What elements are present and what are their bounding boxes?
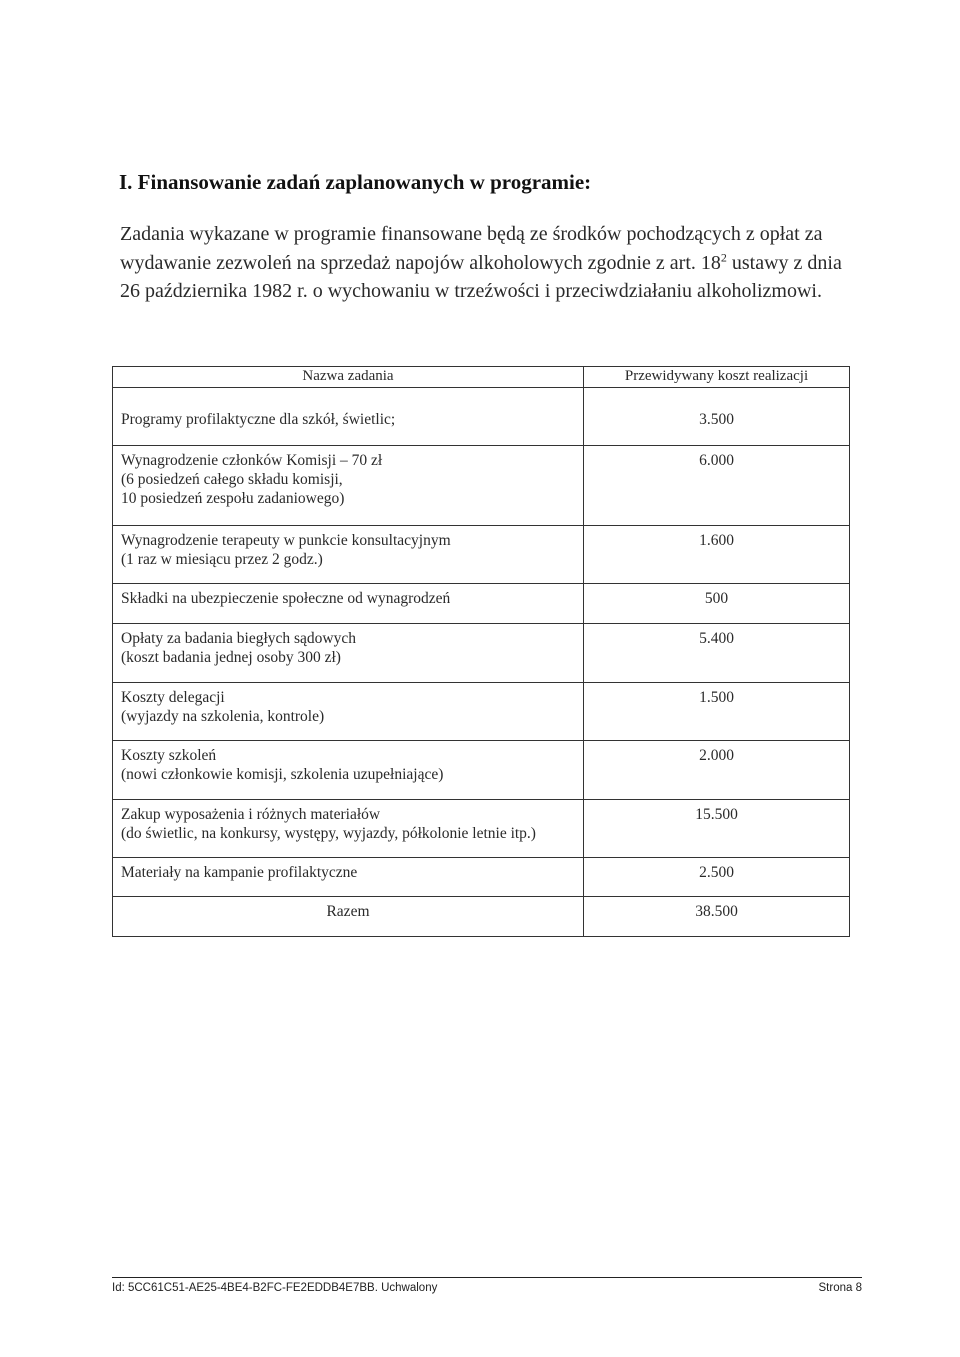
task-cell — [113, 624, 584, 683]
task-line: (do świetlic, na konkursy, występy, wyjazdy, półkolonie letnie itp.) — [121, 825, 536, 842]
task-line: Wynagrodzenie członków Komisji – 70 zł — [121, 452, 383, 469]
section-heading: I. Finansowanie zadań zaplanowanych w programie: — [119, 170, 592, 194]
task-line: Opłaty za badania biegłych sądowych — [121, 630, 356, 647]
task-line: Koszty szkoleń — [121, 747, 217, 764]
task-line: Składki na ubezpieczenie społeczne od wynagrodzeń — [121, 590, 451, 607]
task-cell — [113, 741, 584, 800]
task-line: (koszt badania jednej osoby 300 zł) — [121, 649, 341, 666]
task-line: (6 posiedzeń całego składu komisji, — [121, 471, 343, 488]
cost-cell: 3.500 — [584, 388, 850, 446]
cost-cell: 2.500 — [584, 858, 850, 897]
table-row — [113, 388, 850, 446]
table-row — [113, 683, 850, 741]
total-label: Razem — [113, 897, 584, 937]
task-cell — [113, 584, 584, 624]
table-row — [113, 800, 850, 858]
table-row — [113, 858, 850, 897]
budget-table — [112, 366, 850, 937]
table-row — [113, 624, 850, 683]
task-line: Wynagrodzenie terapeuty w punkcie konsultacyjnym — [121, 532, 451, 549]
task-cell — [113, 526, 584, 584]
header-task-name: Nazwa zadania — [113, 367, 584, 388]
task-line: (nowi członkowie komisji, szkolenia uzupełniające) — [121, 766, 444, 783]
table-row — [113, 584, 850, 624]
task-cell — [113, 858, 584, 897]
task-line: (1 raz w miesiącu przez 2 godz.) — [121, 551, 323, 568]
total-value: 38.500 — [584, 897, 850, 937]
task-line: (wyjazdy na szkolenia, kontrole) — [121, 708, 325, 725]
cost-cell: 2.000 — [584, 741, 850, 800]
cost-cell: 500 — [584, 584, 850, 624]
task-line: Materiały na kampanie profilaktyczne — [121, 864, 358, 881]
cost-cell: 1.600 — [584, 526, 850, 584]
task-line: Zakup wyposażenia i różnych materiałów — [121, 806, 381, 823]
intro-paragraph — [120, 220, 860, 306]
table-row — [113, 741, 850, 800]
page-number: Strona 8 — [818, 1282, 862, 1294]
cost-cell: 6.000 — [584, 446, 850, 526]
document-id: Id: 5CC61C51-AE25-4BE4-B2FC-FE2EDDB4E7BB. Uchwalony — [112, 1282, 438, 1294]
table-total-row — [113, 897, 850, 937]
task-cell — [113, 800, 584, 858]
intro-text-part2: ustawy z dnia 26 października 1982 r. o wychowaniu w trzeźwości i przeciwdziałaniu alkoholizmowi. — [120, 251, 842, 302]
intro-text-part1: Zadania wykazane w programie finansowane będą ze środków pochodzących z opłat za wydawanie zezwoleń na sprzedaż napojów alkoholowych zgodnie z art. 18 — [120, 223, 823, 274]
task-cell — [113, 683, 584, 741]
cost-cell: 5.400 — [584, 624, 850, 683]
task-line: 10 posiedzeń zespołu zadaniowego) — [121, 490, 345, 507]
intro-superscript: 2 — [720, 249, 727, 264]
table-row — [113, 526, 850, 584]
task-line: Programy profilaktyczne dla szkół, świetlic; — [121, 411, 396, 428]
cost-cell: 15.500 — [584, 800, 850, 858]
table-row — [113, 446, 850, 526]
task-line: Koszty delegacji — [121, 689, 225, 706]
footer-divider — [112, 1277, 862, 1278]
cost-cell: 1.500 — [584, 683, 850, 741]
task-cell — [113, 446, 584, 526]
header-planned-cost: Przewidywany koszt realizacji — [584, 367, 850, 388]
task-cell — [113, 388, 584, 446]
table-header-row — [113, 367, 850, 388]
